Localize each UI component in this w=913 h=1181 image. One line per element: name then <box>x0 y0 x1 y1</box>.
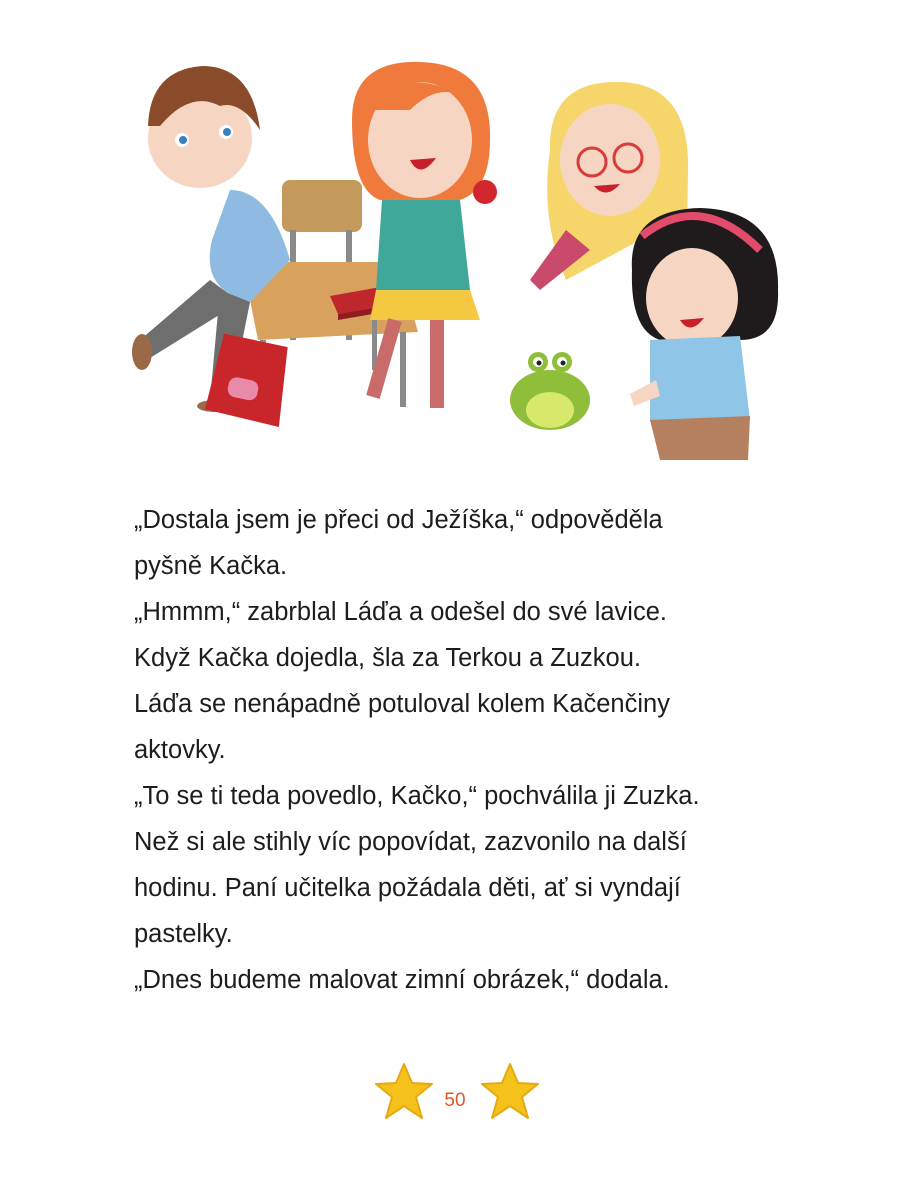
story-line: pastelky. <box>134 920 233 948</box>
story-line: „To se ti teda povedlo, Kačko,“ pochválila ji Zuzka. <box>134 782 700 810</box>
classroom-illustration <box>120 40 800 480</box>
green-frog <box>510 352 590 430</box>
star-icon <box>478 1060 542 1124</box>
star-icon <box>372 1060 436 1124</box>
story-line: pyšně Kačka. <box>134 552 288 580</box>
dark-haired-girl-figure <box>630 208 778 460</box>
story-line: „Dostala jsem je přeci od Ježíška,“ odpověděla <box>134 506 663 534</box>
story-line: hodinu. Paní učitelka požádala děti, ať si vyndají <box>134 874 681 902</box>
story-line: Než si ale stihly víc popovídat, zazvonilo na další <box>134 828 687 856</box>
story-line: aktovky. <box>134 736 226 764</box>
story-line: Když Kačka dojedla, šla za Terkou a Zuzkou. <box>134 644 641 672</box>
story-line: „Dnes budeme malovat zimní obrázek,“ dodala. <box>134 966 670 994</box>
story-line: Láďa se nenápadně potuloval kolem Kačenčiny <box>134 690 670 718</box>
story-text <box>134 497 814 1003</box>
story-line: „Hmmm,“ zabrblal Láďa a odešel do své lavice. <box>134 598 667 626</box>
page-number: 50 <box>444 1090 466 1111</box>
page-footer <box>0 1060 913 1130</box>
